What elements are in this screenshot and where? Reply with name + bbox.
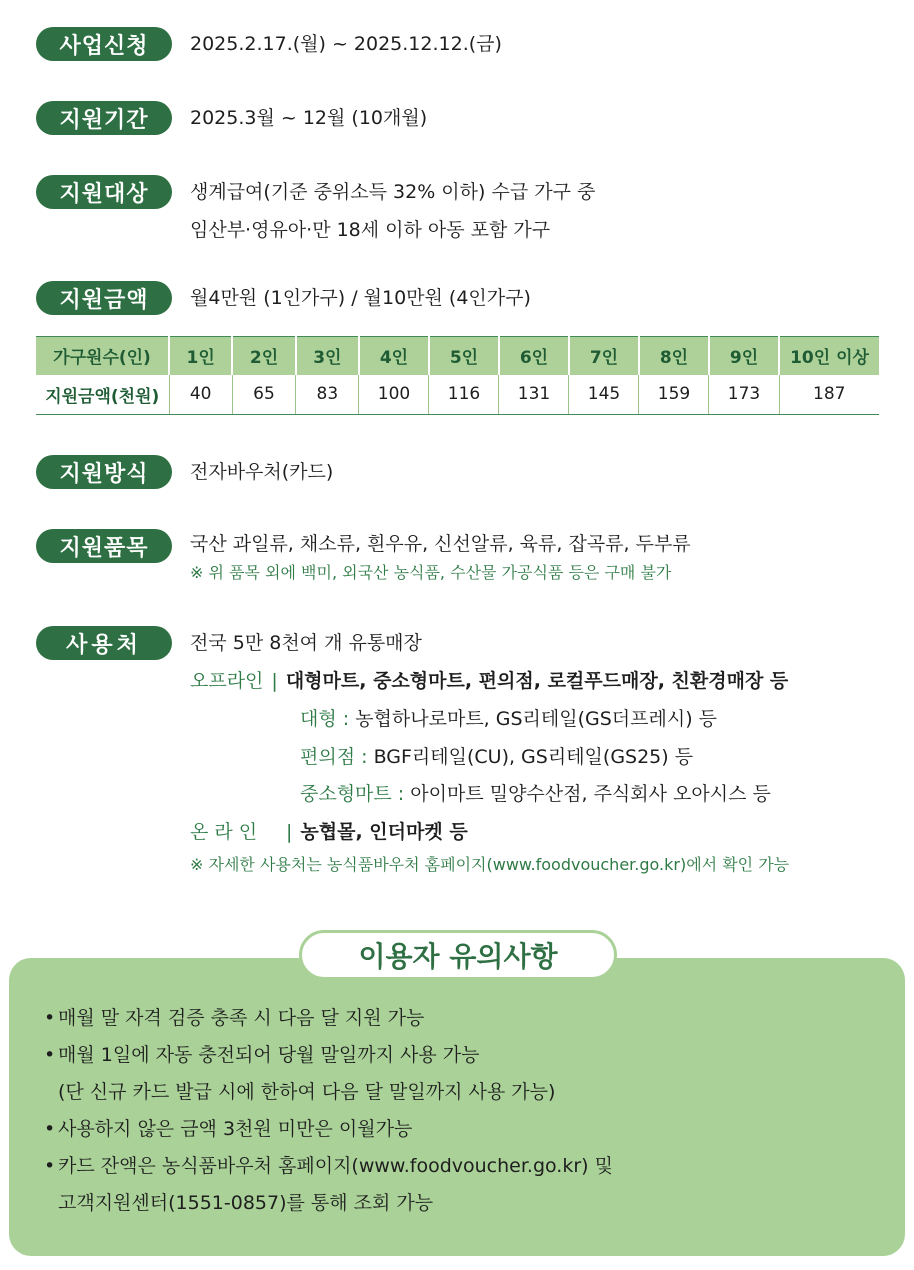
section-target — [36, 175, 595, 249]
bullet: • — [44, 1118, 56, 1140]
separator-bar: | — [286, 821, 293, 843]
amount-text: 월4만원 (1인가구) / 월10만원 (4인가구) — [190, 287, 531, 309]
places-label: 사용처 — [36, 626, 172, 660]
table-cell: 131 — [499, 375, 569, 415]
convenience-line — [300, 738, 693, 776]
table-cell: 65 — [232, 375, 295, 415]
midsize-text: 아이마트 밀양수산점, 주식회사 오아시스 등 — [410, 783, 771, 805]
table-header-cell: 1인 — [169, 337, 232, 375]
table-header-cell: 4인 — [359, 337, 429, 375]
table-header-cell: 7인 — [569, 337, 639, 375]
method-text: 전자바우처(카드) — [190, 461, 334, 483]
bullet: • — [44, 1155, 56, 1177]
table-row-label: 지원금액(천원) — [36, 375, 169, 415]
table-cell: 187 — [779, 375, 879, 415]
list-item — [44, 1148, 613, 1185]
table-header-label: 가구원수(인) — [36, 337, 169, 375]
table-cell: 116 — [429, 375, 499, 415]
period-text: 2025.3월 ~ 12월 (10개월) — [190, 107, 428, 129]
section-period — [36, 101, 427, 137]
notice-item-text: 고객지원센터(1551-0857)를 통해 조회 가능 — [58, 1192, 434, 1214]
table-header-cell: 6인 — [499, 337, 569, 375]
target-line-2: 임산부·영유아·만 18세 이하 아동 포함 가구 — [190, 219, 551, 241]
section-method — [36, 455, 333, 491]
target-label: 지원대상 — [36, 175, 172, 209]
table-header-cell: 9인 — [709, 337, 779, 375]
list-item — [44, 1111, 613, 1148]
offline-line — [190, 662, 788, 700]
notice-item-text: (단 신규 카드 발급 시에 한하여 다음 달 말일까지 사용 가능) — [58, 1081, 556, 1103]
table-cell: 159 — [639, 375, 709, 415]
notice-item-text: 매월 1일에 자동 충전되어 당월 말일까지 사용 가능 — [58, 1044, 480, 1066]
section-application — [36, 27, 502, 63]
notice-item-text: 카드 잔액은 농식품바우처 홈페이지(www.foodvoucher.go.kr) 및 — [58, 1155, 613, 1177]
table-cell: 145 — [569, 375, 639, 415]
table-header-cell: 8인 — [639, 337, 709, 375]
notice-list — [44, 1000, 613, 1222]
section-items — [36, 529, 691, 585]
notice-item-text: 매월 말 자격 검증 충족 시 다음 달 지원 가능 — [58, 1007, 425, 1029]
items-label: 지원품목 — [36, 529, 172, 563]
table-row — [36, 375, 879, 415]
list-item — [44, 1074, 613, 1111]
method-label: 지원방식 — [36, 455, 172, 489]
online-label: 온 라 인 — [190, 821, 258, 843]
table-header-cell: 2인 — [232, 337, 295, 375]
list-item — [44, 1185, 613, 1222]
online-line — [190, 813, 468, 851]
midsize-label: 중소형마트 : — [300, 783, 405, 805]
separator-bar: | — [271, 670, 278, 692]
table-header-cell: 10인 이상 — [779, 337, 879, 375]
items-text: 국산 과일류, 채소류, 흰우유, 신선알류, 육류, 잡곡류, 두부류 — [190, 533, 691, 555]
list-item — [44, 1000, 613, 1037]
convenience-text: BGF리테일(CU), GS리테일(GS25) 등 — [373, 746, 694, 768]
target-line-1: 생계급여(기준 중위소득 32% 이하) 수급 가구 중 — [190, 181, 596, 203]
places-note: ※ 자세한 사용처는 농식품바우처 홈페이지(www.foodvoucher.go.kr)에서 확인 가능 — [190, 855, 790, 874]
section-amount — [36, 281, 531, 317]
items-note: ※ 위 품목 외에 백미, 외국산 농식품, 수산물 가공식품 등은 구매 불가 — [190, 563, 672, 582]
period-label: 지원기간 — [36, 101, 172, 135]
table-header-cell: 5인 — [429, 337, 499, 375]
application-label: 사업신청 — [36, 27, 172, 61]
notice-title: 이용자 유의사항 — [299, 930, 617, 980]
large-text: 농협하나로마트, GS리테일(GS더프레시) 등 — [355, 708, 718, 730]
convenience-label: 편의점 : — [300, 746, 368, 768]
table-header-row — [36, 337, 879, 375]
table-cell: 173 — [709, 375, 779, 415]
large-line — [300, 700, 717, 738]
offline-text: 대형마트, 중소형마트, 편의점, 로컬푸드매장, 친환경매장 등 — [285, 670, 789, 692]
bullet: • — [44, 1007, 56, 1029]
table-cell: 83 — [296, 375, 359, 415]
online-text: 농협몰, 인더마켓 등 — [300, 821, 468, 843]
bullet: • — [44, 1044, 56, 1066]
large-label: 대형 : — [300, 708, 350, 730]
application-text: 2025.2.17.(월) ~ 2025.12.12.(금) — [190, 33, 502, 55]
amount-table — [36, 336, 879, 415]
table-cell: 100 — [359, 375, 429, 415]
notice-item-text: 사용하지 않은 금액 3천원 미만은 이월가능 — [58, 1118, 413, 1140]
amount-label: 지원금액 — [36, 281, 172, 315]
places-text: 전국 5만 8천여 개 유통매장 — [190, 632, 422, 654]
section-places — [36, 626, 422, 662]
table-cell: 40 — [169, 375, 232, 415]
midsize-line — [300, 775, 771, 813]
list-item — [44, 1037, 613, 1074]
table-header-cell: 3인 — [296, 337, 359, 375]
offline-label: 오프라인 — [190, 670, 264, 692]
